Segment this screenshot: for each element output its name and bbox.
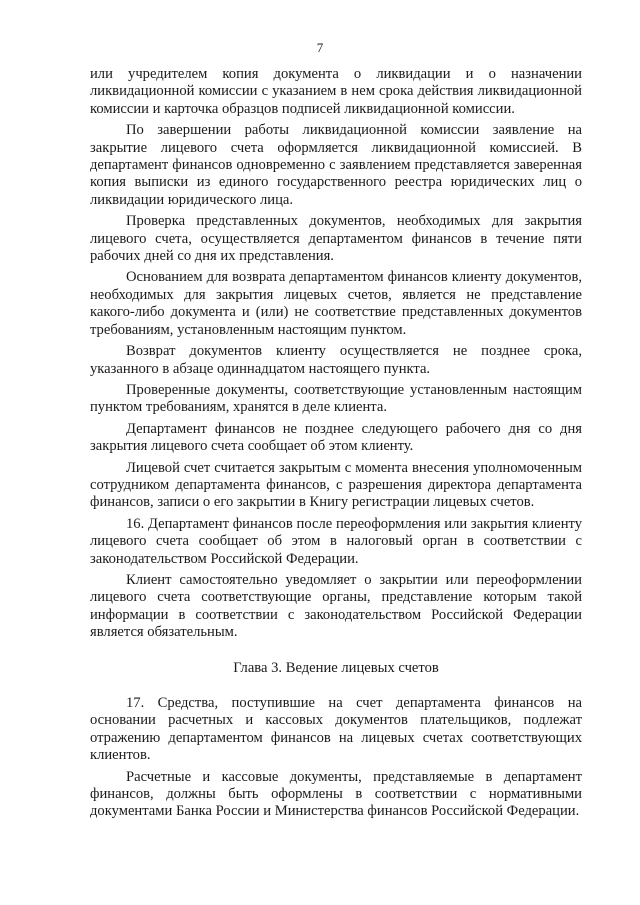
- document-body: [90, 66, 582, 825]
- paragraph: Лицевой счет считается закрытым с момента внесения уполномоченным сотрудником департамента финансов, с разрешения директора департамента финансов, записи о его закрытии в Книгу регистрации лицевых счетов.: [90, 459, 582, 511]
- paragraph: Возврат документов клиенту осуществляется не позднее срока, указанного в абзаце одиннадцатом настоящего пункта.: [90, 343, 582, 377]
- paragraph: Проверенные документы, соответствующие установленным настоящим пунктом требованиям, хранятся в деле клиента.: [90, 381, 582, 416]
- paragraph: Основанием для возврата департаментом финансов клиенту документов, необходимых для закрытия лицевых счетов, является не представление какого-либо документа и (или) не соответствие представленных документов требованиям, установленным настоящим пунктом.: [90, 269, 582, 338]
- paragraph: 16. Департамент финансов после переоформления или закрытия клиенту лицевого счета сообщает об этом в налоговый орган в соответствии с законодательством Российской Федерации.: [90, 515, 582, 567]
- paragraph: 17. Средства, поступившие на счет департамента финансов на основании расчетных и кассовых документов плательщиков, подлежат отражению департаментом финансов на лицевых счетах соответствующих клиентов.: [90, 695, 582, 764]
- paragraph: Департамент финансов не позднее следующего рабочего дня со дня закрытия лицевого счета сообщает об этом клиенту.: [90, 420, 582, 455]
- paragraph: Расчетные и кассовые документы, представляемые в департамент финансов, должны быть оформлены в соответствии с нормативными документами Банка России и Министерства финансов Российской Федерации.: [90, 768, 582, 820]
- paragraph: Клиент самостоятельно уведомляет о закрытии или переоформлении лицевого счета соответствующие органы, представление которым такой информации в соответствии с законодательством Российской Федерации является обязательным.: [90, 571, 582, 641]
- chapter-heading: Глава 3. Ведение лицевых счетов: [233, 659, 439, 676]
- page-number: 7: [316, 40, 324, 55]
- paragraph: Проверка представленных документов, необходимых для закрытия лицевого счета, осуществляется департаментом финансов в течение пяти рабочих дней со дня их представления.: [90, 213, 582, 265]
- paragraph: или учредителем копия документа о ликвидации и о назначении ликвидационной комиссии с указанием в нем срока действия ликвидационной комиссии и карточка образцов подписей ликвидационной комиссии.: [90, 66, 582, 117]
- paragraph: По завершении работы ликвидационной комиссии заявление на закрытие лицевого счета оформляется ликвидационной комиссией. В департамент финансов одновременно с заявлением представляется заверенная копия выписки из единого государственного реестра юридических лиц о ликвидации юридического лица.: [90, 122, 582, 208]
